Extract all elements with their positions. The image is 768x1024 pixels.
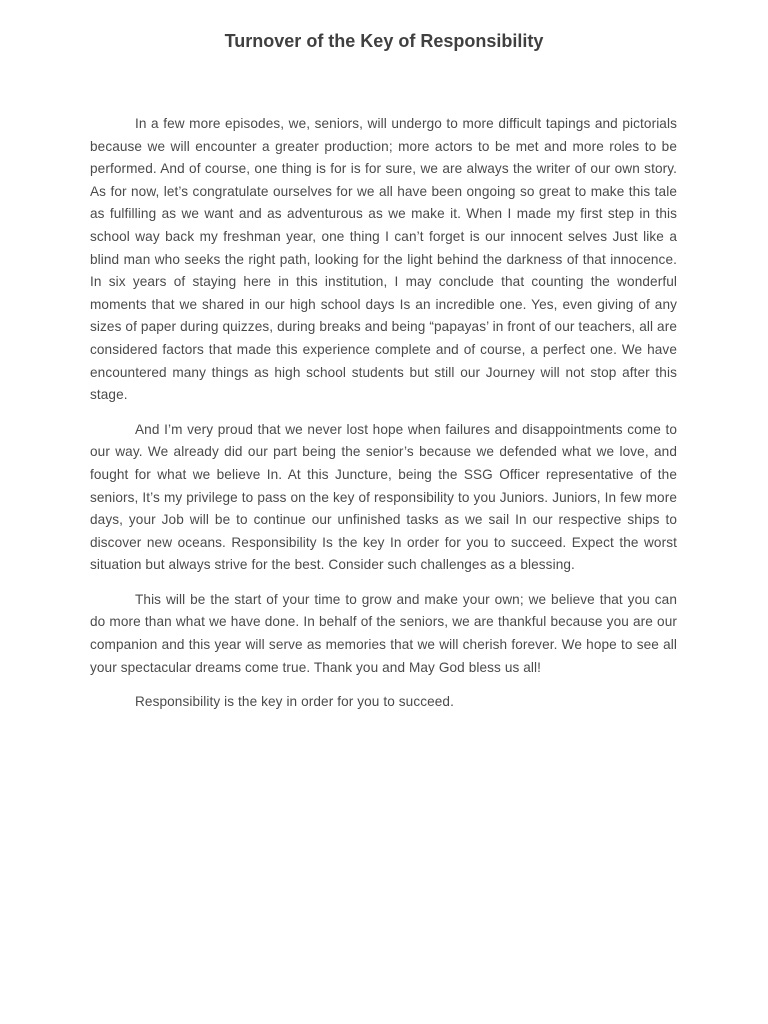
paragraph-1: In a few more episodes, we, seniors, will undergo to more difficult tapings and pictorials because we will encounter a greater production; more actors to be met and more roles to be performed. And of course, one thing is for is for sure, we are always the writer of our own story. As for now, let’s congratulate ourselves for we all have been ongoing so great to make this tale as fulfilling as we want and as adventurous as we make it. When I made my first step in this school way back my freshman year, one thing I can’t forget is our innocent selves Just like a blind man who seeks the right path, looking for the light behind the darkness of that innocence. In six years of staying here in this institution, I may conclude that counting the wonderful moments that we shared in our high school days Is an incredible one. Yes, even giving of any sizes of paper during quizzes, during breaks and being “papayas’ in front of our teachers, all are considered factors that made this experience complete and of course, a perfect one. We have encountered many things as high school students but still our Journey will not stop after this stage. xyxy=(90,116,677,403)
paragraph-2: And I’m very proud that we never lost hope when failures and disappointments come to our way. We already did our part being the senior’s because we defended what we love, and fought for what we believe In. At this Juncture, being the SSG Officer representative of the seniors, It’s my privilege to pass on the key of responsibility to you Juniors. Juniors, In few more days, your Job will be to continue our unfinished tasks as we sail In our respective ships to discover new oceans. Responsibility Is the key In order for you to succeed. Expect the worst situation but always strive for the best. Consider such challenges as a blessing. xyxy=(90,421,677,573)
document-body xyxy=(90,113,677,726)
closing-line: Responsibility is the key in order for you to succeed. xyxy=(135,694,454,710)
paragraph-3: This will be the start of your time to grow and make your own; we believe that you can do more than what we have done. In behalf of the seniors, we are thankful because you are our companion and this year will serve as memories that we will cherish forever. We hope to see all your spectacular dreams come true. Thank you and May God bless us all! xyxy=(90,591,677,675)
document-title: Turnover of the Key of Responsibility xyxy=(224,31,544,51)
